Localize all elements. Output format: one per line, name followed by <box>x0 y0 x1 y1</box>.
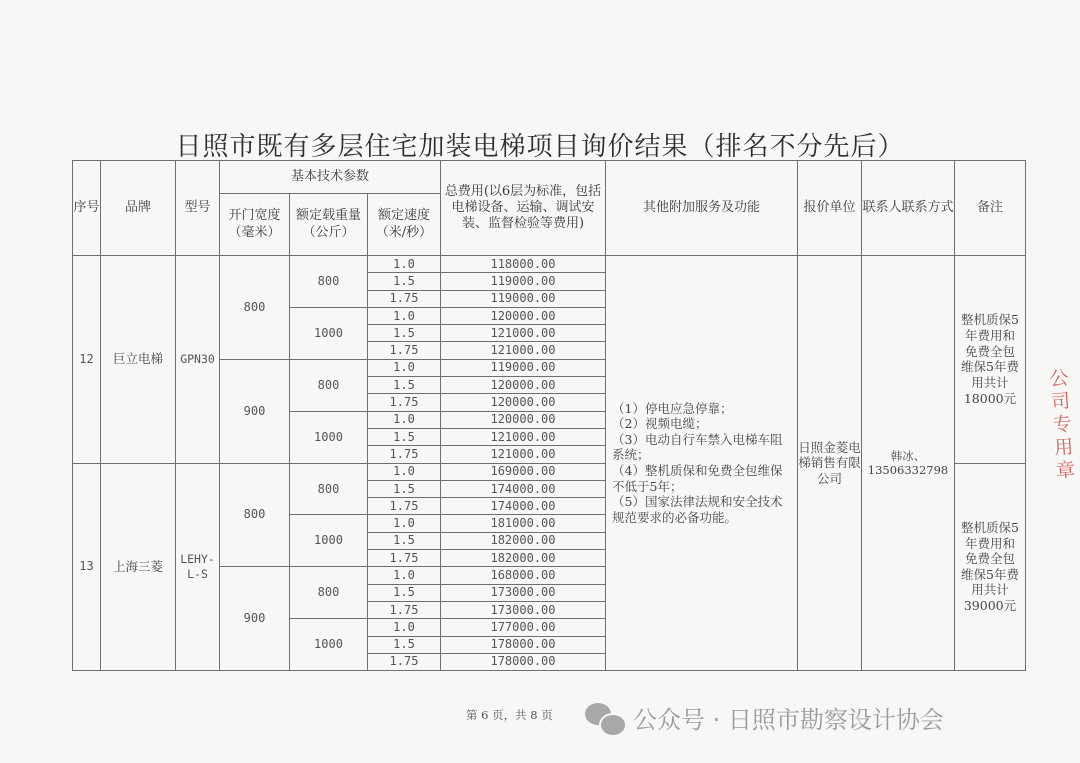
price-cell: 120000.00 <box>441 394 606 411</box>
page-number: 第 6 页，共 8 页 <box>466 708 553 722</box>
price-cell: 119000.00 <box>441 290 606 307</box>
speed-cell: 1.0 <box>368 307 441 324</box>
speed-cell: 1.5 <box>368 428 441 445</box>
price-cell: 120000.00 <box>441 307 606 324</box>
speed-cell: 1.75 <box>368 653 441 670</box>
door-width-cell: 900 <box>220 567 290 671</box>
speed-cell: 1.5 <box>368 325 441 342</box>
price-cell: 118000.00 <box>441 256 606 273</box>
header-brand: 品牌 <box>101 161 176 256</box>
price-cell: 119000.00 <box>441 359 606 376</box>
speed-cell: 1.5 <box>368 480 441 497</box>
model-cell: LEHY- L-S <box>176 463 220 671</box>
price-cell: 173000.00 <box>441 601 606 618</box>
speed-cell: 1.75 <box>368 290 441 307</box>
price-cell: 121000.00 <box>441 428 606 445</box>
price-cell: 174000.00 <box>441 480 606 497</box>
door-width-cell: 800 <box>220 463 290 567</box>
seq-cell: 12 <box>73 256 101 464</box>
price-cell: 174000.00 <box>441 498 606 515</box>
quoting-unit-cell: 日照金菱电梯销售有限公司 <box>798 256 862 671</box>
door-width-cell: 800 <box>220 256 290 360</box>
service-item: （4）整机质保和免费全包维保不低于5年； <box>612 463 783 494</box>
price-cell: 178000.00 <box>441 636 606 653</box>
load-cell: 1000 <box>290 619 368 671</box>
service-item: （3）电动自行车禁入电梯车阻系统； <box>612 431 783 463</box>
brand-cell: 巨立电梯 <box>101 256 176 464</box>
watermark-text: 公众号 · 日照市勘察设计协会 <box>633 706 944 734</box>
price-cell: 119000.00 <box>441 273 606 290</box>
speed-cell: 1.75 <box>368 446 441 463</box>
load-cell: 800 <box>290 256 368 308</box>
service-item: （1）停电应急停靠； <box>612 400 733 416</box>
speed-cell: 1.5 <box>368 377 441 394</box>
header-seq: 序号 <box>73 161 101 256</box>
model-cell: GPN30 <box>176 256 220 464</box>
load-cell: 1000 <box>290 307 368 359</box>
services-cell <box>606 256 798 671</box>
remark-cell: 整机质保5年费用和免费全包维保5年费用共计18000元 <box>955 256 1026 464</box>
load-cell: 1000 <box>290 411 368 463</box>
header-quoting-unit: 报价单位 <box>798 161 862 256</box>
speed-cell: 1.75 <box>368 498 441 515</box>
header-services: 其他附加服务及功能 <box>606 161 798 256</box>
header-contact: 联系人联系方式 <box>862 161 955 256</box>
speed-cell: 1.5 <box>368 273 441 290</box>
service-item: （5）国家法律法规和安全技术规范要求的必备功能。 <box>612 494 783 525</box>
speed-cell: 1.0 <box>368 567 441 584</box>
header-tech-params: 基本技术参数 <box>220 161 441 194</box>
load-cell: 800 <box>290 463 368 515</box>
load-cell: 800 <box>290 567 368 619</box>
price-cell: 182000.00 <box>441 550 606 567</box>
quote-table <box>72 160 1026 671</box>
header-remarks: 备注 <box>955 161 1026 256</box>
brand-cell: 上海三菱 <box>101 463 176 671</box>
price-cell: 121000.00 <box>441 325 606 342</box>
document-title: 日照市既有多层住宅加装电梯项目询价结果（排名不分先后） <box>175 132 905 162</box>
remark-cell: 整机质保5年费用和免费全包维保5年费用共计39000元 <box>955 463 1026 671</box>
speed-cell: 1.0 <box>368 515 441 532</box>
watermark <box>585 700 944 735</box>
table-body <box>73 256 1026 671</box>
price-cell: 182000.00 <box>441 532 606 549</box>
header-door-width: 开门宽度（毫米） <box>220 194 290 256</box>
speed-cell: 1.5 <box>368 532 441 549</box>
header-total-cost: 总费用(以6层为标准，包括电梯设备、运输、调试安装、监督检验等费用) <box>441 161 606 256</box>
door-width-cell: 900 <box>220 359 290 463</box>
load-cell: 1000 <box>290 515 368 567</box>
table-row <box>73 256 1026 273</box>
price-cell: 168000.00 <box>441 567 606 584</box>
price-cell: 181000.00 <box>441 515 606 532</box>
company-seal: 公司专用章 <box>1045 367 1076 484</box>
header-speed: 额定速度（米/秒） <box>368 194 441 256</box>
price-cell: 120000.00 <box>441 377 606 394</box>
price-cell: 173000.00 <box>441 584 606 601</box>
price-cell: 120000.00 <box>441 411 606 428</box>
price-cell: 177000.00 <box>441 619 606 636</box>
seq-cell: 13 <box>73 463 101 671</box>
speed-cell: 1.75 <box>368 394 441 411</box>
load-cell: 800 <box>290 359 368 411</box>
wechat-icon <box>585 703 625 733</box>
speed-cell: 1.5 <box>368 636 441 653</box>
price-cell: 121000.00 <box>441 446 606 463</box>
header-load: 额定载重量（公斤） <box>290 194 368 256</box>
contact-cell: 韩冰、13506332798 <box>862 256 955 671</box>
speed-cell: 1.0 <box>368 463 441 480</box>
header-model: 型号 <box>176 161 220 256</box>
speed-cell: 1.75 <box>368 550 441 567</box>
header-row-1 <box>73 161 1026 194</box>
price-cell: 178000.00 <box>441 653 606 670</box>
speed-cell: 1.0 <box>368 256 441 273</box>
price-cell: 169000.00 <box>441 463 606 480</box>
service-item: （2）视频电缆； <box>612 416 708 432</box>
speed-cell: 1.75 <box>368 601 441 618</box>
speed-cell: 1.0 <box>368 619 441 636</box>
speed-cell: 1.0 <box>368 411 441 428</box>
speed-cell: 1.5 <box>368 584 441 601</box>
speed-cell: 1.75 <box>368 342 441 359</box>
speed-cell: 1.0 <box>368 359 441 376</box>
price-cell: 121000.00 <box>441 342 606 359</box>
